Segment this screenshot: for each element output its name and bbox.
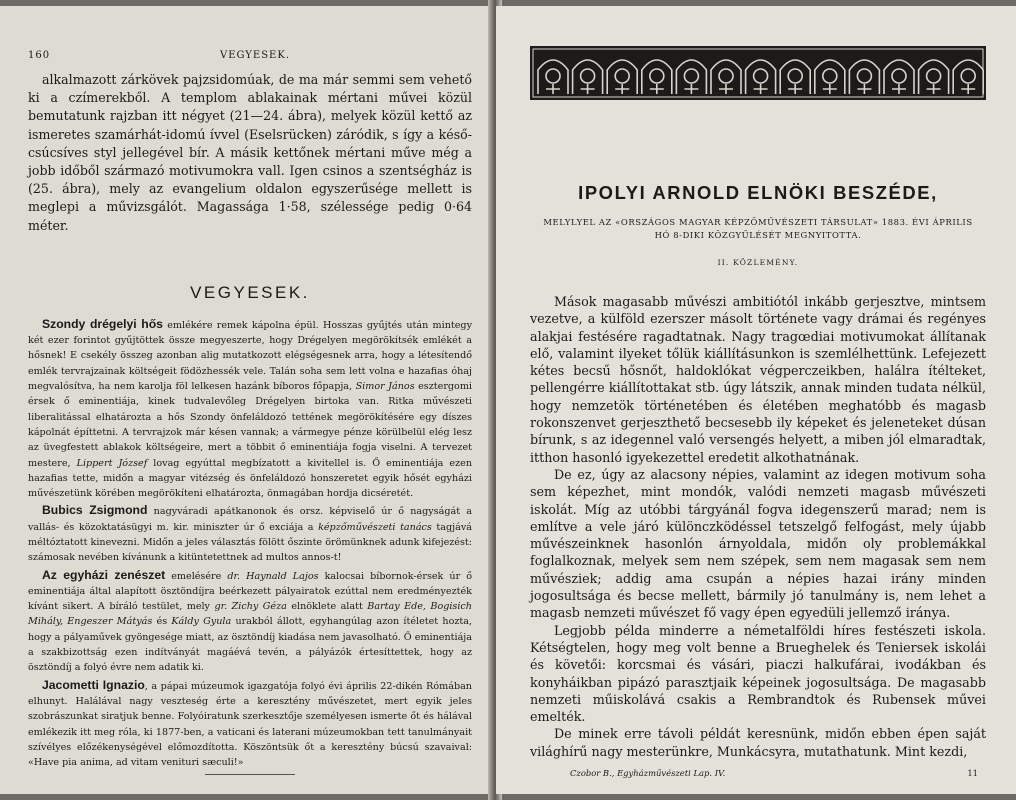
end-rule — [205, 774, 295, 775]
article-emphasis: Simor János — [355, 381, 415, 393]
article-text: kalocsai bíbornok-érsek úr ő eminentiája által alapított ösztöndíjra beérkezett pályairatok ezúttal nem eredményezték kívánt sikert. A bíráló testület, mely — [28, 570, 472, 613]
left-page-number: 160 — [28, 50, 51, 61]
news-articles — [28, 317, 472, 771]
left-running-title: VEGYESEK. — [219, 50, 291, 61]
speech-subtitle: MELYLYEL AZ «ORSZÁGOS MAGYAR KÉPZŐMŰVÉSZETI TÁRSULAT» 1883. ÉVI ÁPRILIS HÓ 8-DIKI KÖZGYŰLÉSÉT MEGNYITOTTA. — [543, 217, 973, 240]
intro-text — [28, 71, 472, 235]
article-emphasis: gr. Zichy Géza — [214, 601, 287, 613]
article-heading: Bubics Zsigmond — [42, 503, 148, 518]
article-text: nagyváradi apátkanonok és orsz. képviselő úr ő nagyságát a vallás- és közoktatásügyi m. kir. miniszter úr ő exciája a — [28, 506, 472, 533]
article-paragraph — [28, 678, 472, 771]
article-text: emlékére remek kápolna épül. Hosszas gyűjtés után mintegy két ezer forintot gyűjtöttek össze megyeszerte, hogy Drégelyen megörökítsék emlékét a hősnek! E csekély összeg azonban alig mutatkozott elégségesnek arra, hogy a létesítendő emlék tervrajzainak költségeit födözhessék vele. Talán soha sem lett volna e hazafias óhaj megvalósítva, ha nem karolja föl lelkesen hazánk bíboros főpapja, — [28, 319, 472, 393]
article-text: , a pápai múzeumok igazgatója folyó évi április 22-dikén Rómában elhunyt. Halálával nagy veszteség érte a keresztény művészetet, mert egyik jeles szobrászunkat siratjuk benne. Folyóiratunk szerkesztője személyesen ismerte őt és hálával emlékezik itt meg róla, ki 1877-ben, a vaticani és laterani múzeumokban tett tanulmányait szívélyes előzékenységével előmozdította. Köszöntsük őt a keresztény búcsú szavaival: «Have pia anima, ad vitam venituri sæculi!» — [28, 680, 472, 769]
article-emphasis: Lippert József — [76, 457, 148, 469]
article-heading: Szondy drégelyi hős — [42, 316, 163, 331]
ornamental-header-band — [530, 46, 986, 100]
speech-paragraph-3: Legjobb példa minderre a németalföldi híres festészeti iskola. Kétségtelen, hogy meg volt benne a Brueghelek és Teniersek iskolái és követői: korcsmai és vásári, piaczi halkufárai, ivodákban és konyháikban pipázó parasztjaik képeinek jogosultsága. De magasabb nemzeti műiskolává csakis a Rembrandtok és Rubensek művei emelték. — [530, 622, 986, 725]
article-emphasis: dr. Haynald Lajos — [227, 570, 319, 582]
speech-paragraph-2: De ez, úgy az alacsony népies, valamint az idegen motivum soha sem képezhet, mint mondók, valódi nemzeti magasb művészeti iskolát. Míg az utóbbi tárgyánál fogva idegenszerű marad; nem is említve a vele járó különczködéssel tetszelgő felfogást, mely újabb művészeinknek hasonlón árnyoldala, midőn oly problemákkal foglalkoznak, melyek sem nem szépek, sem nem magasak sem nem művésziek; addig ama csupán a népies hazai irány minden jogosultsága és becse mellett, bármily jó tanulmány is, nem lehet a magasb nemzeti művészet fő vagy épen egyedüli jellemző iránya. — [530, 466, 986, 621]
speech-body — [530, 293, 986, 760]
speech-paragraph-4: De minek erre távoli példát keresnünk, midőn ebben épen saját világhírű nagy mesterünkre, Munkácsyra, mutathatunk. Mint kezdi, — [530, 726, 986, 759]
speech-paragraph-1: Mások magasabb művészi ambitiótól inkább gerjesztve, mintsem vezetve, a külföld ezerszer másolt története vagy drámai és regényes alakjai festésére ragadtatnak. Nagy tragœdiai motivumokat állítanak elő, valamint ilyeket tőlük kiállításunkon is szemlélhettünk. Lefejezett kétes becsű hősnőt, haldoklókat végperczeikben, halálra ítélteket, pellengérre kiállítottakat stb. úgy látszik, annak minden tudata nélkül, hogy nemzetök történetében és életében meghatóbb és magasb rokonszenvet gerjeszthető becsesebb ily képeket és jeleneteket dúsan bírunk, s az idegennel való versengés helyett, a miben jól elmaradtak, itthon hasonló igyekezettel eredetit alkothatnának. — [530, 294, 986, 465]
left-running-head — [28, 50, 472, 61]
part-label: II. KÖZLEMÉNY. — [717, 258, 799, 267]
right-page — [496, 6, 1016, 794]
article-text: tagjává méltóztatott kinevezni. Midőn a jeles választás fölött őszinte örömünknek adunk kifejezést: számosak nevében kívánunk a kitüntetettnek ad multos annos-t! — [28, 521, 472, 564]
article-paragraph — [28, 317, 472, 502]
footer-signature: Czobor B., Egyházművészeti Lap. IV. — [570, 768, 726, 779]
article-paragraph — [28, 503, 472, 565]
right-page-number: 11 — [967, 768, 978, 779]
article-text: urakból állott, egyhangúlag azon ítéletet hozta, hogy a pályaművek gyöngesége miatt, az ösztöndíj kiadása nem javasolható. Ő eminentiája a szakbizottság ezen indítványát magáévá tevén, a pályázók értesíttettek, hogy az ösztöndíj a folyó évre nem adatik ki. — [28, 616, 473, 674]
article-text: elnöklete alatt — [286, 601, 368, 613]
article-heading: Jacometti Ignazio — [42, 677, 145, 692]
article-text: emelésére — [165, 570, 228, 582]
intro-paragraph: alkalmazott zárkövek pajzsidomúak, de ma már semmi sem vehető ki a czímerekből. A templom ablakainak mértani művei közül bemutatunk rajzban itt négyet (21—24. ábra), melyek közül kettő az ismeretes szamárhát-idomú ívvel (Eselsrücken) záródik, s így a késő-csúcsíves styl jellegével bír. A másik kettőnek mértani műve még a jobb időből származó motivumokra vall. Igen csinos a szentségház is (25. ábra), mely az evangelium oldalon egyszerűsége mellett is meglepi a művizsgálót. Magassága 1·58, szélessége pedig 0·64 méter. — [28, 72, 472, 233]
article-emphasis: Káldy Gyula — [171, 616, 232, 628]
article-emphasis: Bartay Ede, Bogisich Mihály, Engeszer Mátyás — [28, 601, 472, 628]
left-page — [0, 6, 494, 794]
section-title: VEGYESEK. — [190, 282, 310, 302]
article-text: lovag egyúttal megbízatott a kivitellel is. Ő eminentiája ezen hazafias tette, midőn a magyar vitézség és önfeláldozó honszeretet egyik hősét egyházi művészetünk körében megörökíteni elhatározta, önmagában hordja dicséretét. — [28, 457, 473, 500]
article-text: és — [152, 616, 172, 628]
article-text: esztergomi érsek ő eminentiája, kinek tudvalevőleg Drégelyen birtoka van. Ritka művészeti liberalitással elhatározta a hős Szondy önfeláldozó tettének megörökítésére egy díszes kápolnát építtetni. A tervrajzok már késen vannak; a vármegye pénze körülbelül elég lesz az üvegfestett ablakok költségeire, mert a többit ő eminentiája fogja viselni. A tervezet mestere, — [28, 381, 472, 469]
right-footer — [530, 768, 986, 778]
speech-title: IPOLYI ARNOLD ELNÖKI BESZÉDE, — [578, 182, 938, 203]
article-heading: Az egyházi zenészet — [42, 567, 166, 582]
article-paragraph — [28, 568, 472, 676]
article-emphasis: képzőművészeti tanács — [318, 521, 432, 533]
